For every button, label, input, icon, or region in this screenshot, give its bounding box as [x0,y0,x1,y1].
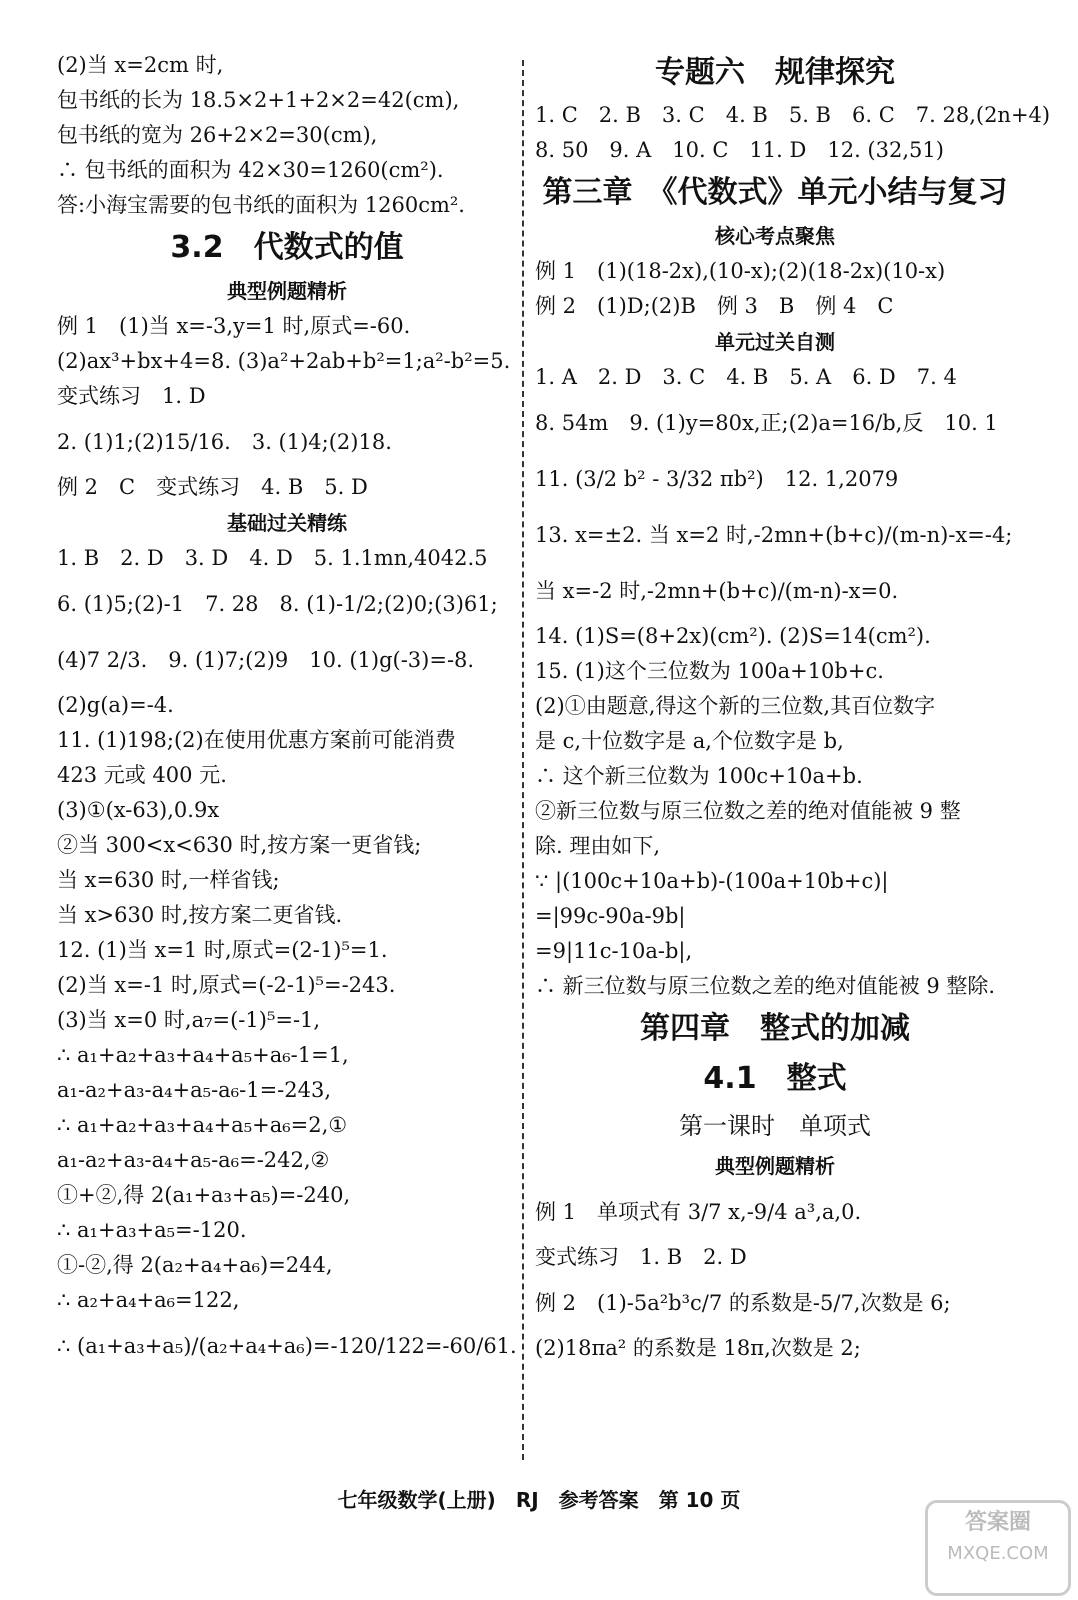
left-line: 典型例题精析 [227,279,347,303]
left-line: 6. (1)5;(2)-1 7. 28 8. (1)-1/2;(2)0;(3)61; [57,592,498,616]
left-line: 答:小海宝需要的包书纸的面积为 1260cm². [57,193,465,217]
watermark-logo [925,1500,1071,1596]
left-line: ∴ a₂+a₄+a₆=122, [57,1288,240,1312]
left-line: (2)当 x=2cm 时, [57,53,224,77]
right-line: 例 2 (1)-5a²b³c/7 的系数是-5/7,次数是 6; [535,1291,951,1315]
right-line: 变式练习 1. B 2. D [535,1245,747,1269]
right-line: 专题六 规律探究 [655,55,895,90]
right-line: =9|11c-10a-b|, [535,939,693,963]
left-line: ∴ a₁+a₃+a₅=-120. [57,1218,247,1242]
right-line: 11. (3/2 b² - 3/32 πb²) 12. 1,2079 [535,467,899,491]
left-line: 3.2 代数式的值 [170,230,404,265]
left-line: (4)7 2/3. 9. (1)7;(2)9 10. (1)g(-3)=-8. [57,648,475,672]
right-line: 15. (1)这个三位数为 100a+10b+c. [535,659,884,683]
left-line: (2)ax³+bx+4=8. (3)a²+2ab+b²=1;a²-b²=5. [57,349,511,373]
left-line: ∴ (a₁+a₃+a₅)/(a₂+a₄+a₆)=-120/122=-60/61. [57,1334,517,1358]
left-line: ∴ 包书纸的面积为 42×30=1260(cm²). [57,158,444,182]
left-line: ②当 300<x<630 时,按方案一更省钱; [57,833,422,857]
page-footer: 七年级数学(上册) RJ 参考答案 第 10 页 [337,1488,741,1512]
left-line: (2)g(a)=-4. [57,693,174,717]
left-line: 包书纸的长为 18.5×2+1+2×2=42(cm), [57,88,460,112]
right-line: 当 x=-2 时,-2mn+(b+c)/(m-n)-x=0. [535,579,899,603]
right-line: 是 c,十位数字是 a,个位数字是 b, [535,729,844,753]
left-line: 变式练习 1. D [57,384,206,408]
left-line: ∴ a₁+a₂+a₃+a₄+a₅+a₆-1=1, [57,1043,349,1067]
right-line: 第四章 整式的加减 [640,1011,910,1046]
left-line: 11. (1)198;(2)在使用优惠方案前可能消费 [57,728,456,752]
right-column [535,48,1051,1366]
right-line: 第三章 《代数式》单元小结与复习 [542,175,1008,210]
watermark-text: 答案圈 [964,1510,1031,1535]
left-line: (3)①(x-63),0.9x [57,798,220,822]
column-divider [522,60,524,1460]
right-line: 核心考点聚焦 [715,224,835,248]
right-line: (2)18πa² 的系数是 18π,次数是 2; [535,1336,861,1360]
right-line: 除. 理由如下, [535,834,661,858]
right-line: 典型例题精析 [715,1154,835,1178]
right-line: 例 1 (1)(18-2x),(10-x);(2)(18-2x)(10-x) [535,259,946,283]
right-line: 13. x=±2. 当 x=2 时,-2mn+(b+c)/(m-n)-x=-4; [535,523,1013,547]
right-line: ②新三位数与原三位数之差的绝对值能被 9 整 [535,799,961,823]
right-line: 1. C 2. B 3. C 4. B 5. B 6. C 7. 28,(2n+4) [535,103,1051,127]
left-line: (3)当 x=0 时,a₇=(-1)⁵=-1, [57,1008,321,1032]
left-line: 基础过关精练 [227,511,347,535]
right-line: 第一课时 单项式 [679,1112,871,1140]
left-line: 例 1 (1)当 x=-3,y=1 时,原式=-60. [57,314,411,338]
right-line: ∴ 这个新三位数为 100c+10a+b. [535,764,863,788]
left-line: 423 元或 400 元. [57,763,227,787]
left-line: ∴ a₁+a₂+a₃+a₄+a₅+a₆=2,① [57,1113,348,1137]
right-line: 例 1 单项式有 3/7 x,-9/4 a³,a,0. [535,1200,862,1224]
right-line: 例 2 (1)D;(2)B 例 3 B 例 4 C [535,294,894,318]
right-line: =|99c-90a-9b| [535,904,686,928]
left-line: 例 2 C 变式练习 4. B 5. D [57,475,368,499]
left-line: a₁-a₂+a₃-a₄+a₅-a₆-1=-243, [57,1078,332,1102]
left-line: (2)当 x=-1 时,原式=(-2-1)⁵=-243. [57,973,396,997]
right-line: 8. 50 9. A 10. C 11. D 12. (32,51) [535,138,944,162]
right-line: ∴ 新三位数与原三位数之差的绝对值能被 9 整除. [535,974,996,998]
left-column [57,48,517,1374]
right-line: 单元过关自测 [715,330,835,354]
left-line: ①-②,得 2(a₂+a₄+a₆)=244, [57,1253,333,1277]
left-line: 当 x>630 时,按方案二更省钱. [57,903,343,927]
left-line: 包书纸的宽为 26+2×2=30(cm), [57,123,378,147]
left-line: 当 x=630 时,一样省钱; [57,868,280,892]
right-line: 8. 54m 9. (1)y=80x,正;(2)a=16/b,反 10. 1 [535,411,998,435]
left-line: 1. B 2. D 3. D 4. D 5. 1.1mn,4042.5 [57,546,488,570]
right-line: (2)①由题意,得这个新的三位数,其百位数字 [535,694,936,718]
right-line: 14. (1)S=(8+2x)(cm²). (2)S=14(cm²). [535,624,931,648]
watermark-url: MXQE.COM [947,1543,1049,1564]
right-line: 1. A 2. D 3. C 4. B 5. A 6. D 7. 4 [535,365,957,389]
left-line: 2. (1)1;(2)15/16. 3. (1)4;(2)18. [57,430,392,454]
left-line: a₁-a₂+a₃-a₄+a₅-a₆=-242,② [57,1148,330,1172]
left-line: 12. (1)当 x=1 时,原式=(2-1)⁵=1. [57,938,388,962]
right-line: ∵ |(100c+10a+b)-(100a+10b+c)| [535,869,889,893]
right-line: 4.1 整式 [703,1061,847,1096]
left-line: ①+②,得 2(a₁+a₃+a₅)=-240, [57,1183,351,1207]
